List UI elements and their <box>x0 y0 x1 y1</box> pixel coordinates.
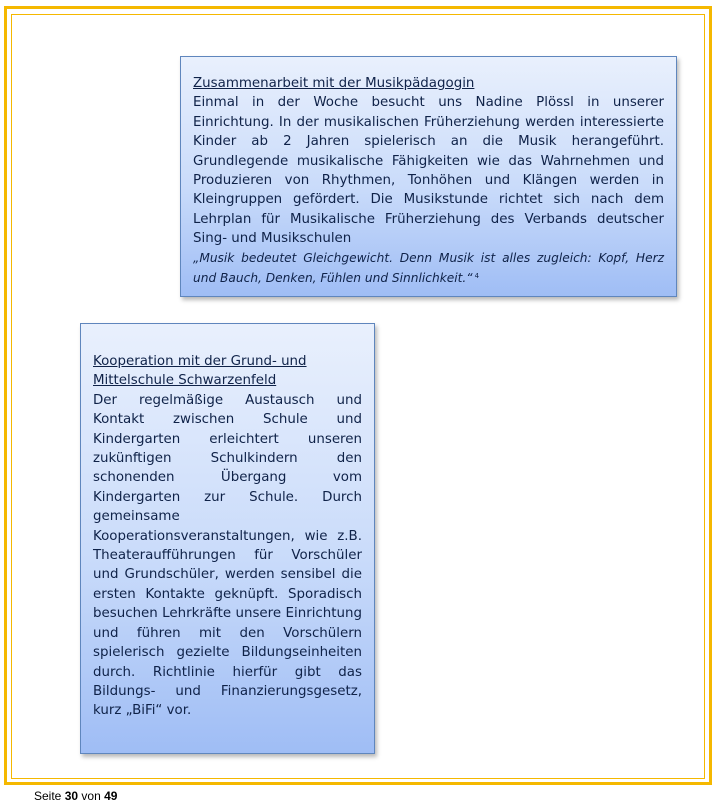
school-cooperation-title: Kooperation mit der Grund- und Mittelschule Schwarzenfeld <box>93 354 307 389</box>
page-label: Seite <box>34 789 62 803</box>
footnote-marker: 4 <box>474 271 480 280</box>
music-quote-text: „Musik bedeutet Gleichgewicht. Denn Musik ist alles zugleich: Kopf, Herz und Bauch, Denken, Fühlen und Sinnlichkeit.“ <box>193 250 664 285</box>
school-cooperation-box <box>80 323 375 754</box>
page-footer <box>34 789 117 803</box>
music-teacher-box <box>180 56 677 297</box>
page-number: 30 <box>64 789 79 803</box>
school-cooperation-text: Der regelmäßige Austausch und Kontakt zwischen Schule und Kindergarten erleichtert unseren zukünftigen Schulkindern den schonenden Übergang vom Kindergarten zur Schule. Durch gemeinsame Kooperationsveranstaltungen, wie z.B. Theateraufführungen für Vorschüler und Grundschüler, werden sensibel die ersten Kontakte geknüpft. Sporadisch besuchen Lehrkräfte unsere Einrichtung und führen mit den Vorschülern spielerisch gezielte Bildungseinheiten durch. Richtlinie hierfür gibt das Bildungs- und Finanzierungsgesetz, kurz „BiFi“ vor. <box>93 392 362 719</box>
page-total: 49 <box>104 789 118 803</box>
music-teacher-text: Einmal in der Woche besucht uns Nadine Plössl in unserer Einrichtung. In der musikalischen Früherziehung werden interessierte Kinder ab 2 Jahren spielerisch an die Musik herangeführt. Grundlegende musikalische Fähigkeiten wie das Wahrnehmen und Produzieren von Rhythmen, Tonhöhen und Klängen werden in Kleingruppen gefördert. Die Musikstunde richtet sich nach dem Lehrplan für Musikalische Früherziehung des Verbands deutscher Sing- und Musikschulen <box>193 95 664 247</box>
page-of-label: von <box>81 789 101 803</box>
music-quote <box>193 249 664 287</box>
music-teacher-title: Zusammenarbeit mit der Musikpädagogin <box>193 76 475 91</box>
